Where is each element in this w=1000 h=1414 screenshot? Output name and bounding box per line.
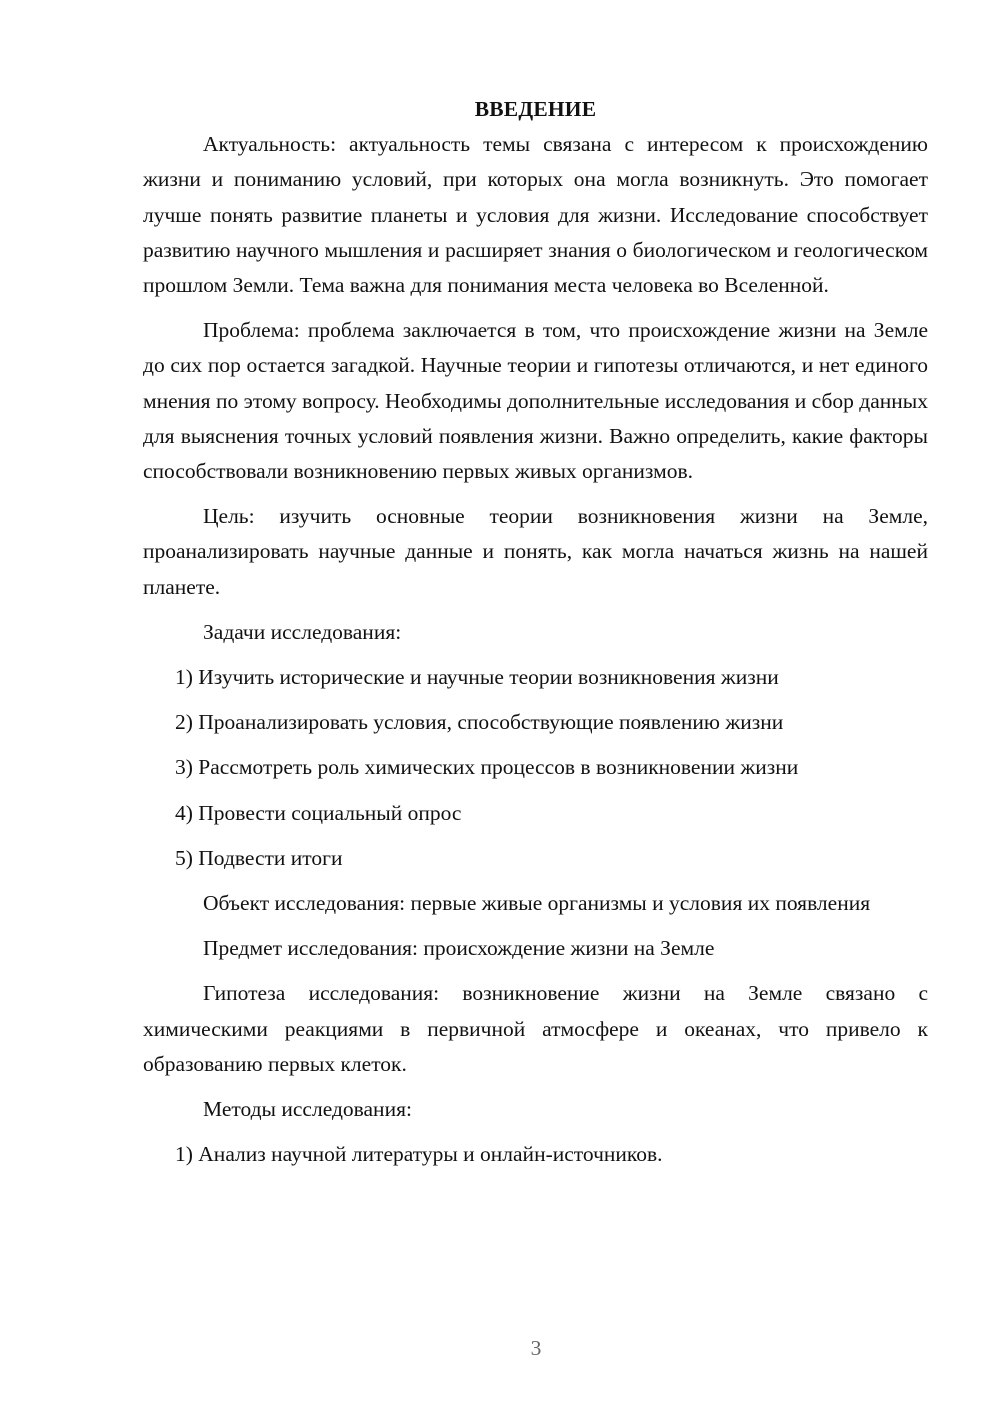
goal-paragraph: Цель: изучить основные теории возникновения жизни на Земле, проанализировать научные данные и понять, как могла начаться жизнь на нашей планете.	[143, 504, 928, 599]
problem-paragraph: Проблема: проблема заключается в том, что происхождение жизни на Земле до сих пор остается загадкой. Научные теории и гипотезы отличаются, и нет единого мнения по этому вопросу. Необходимы дополнительные исследования и сбор данных для выяснения точных условий появления жизни. Важно определить, какие факторы способствовали возникновению первых живых организмов.	[143, 318, 928, 484]
method-item: 1) Анализ научной литературы и онлайн-источников.	[175, 1142, 663, 1167]
task-item: 4) Провести социальный опрос	[175, 800, 462, 825]
subject-paragraph: Предмет исследования: происхождение жизни на Земле	[203, 936, 715, 961]
task-item: 5) Подвести итоги	[175, 845, 343, 870]
page-title: ВВЕДЕНИЕ	[474, 97, 597, 121]
hypothesis-paragraph: Гипотеза исследования: возникновение жизни на Земле связано с химическими реакциями в первичной атмосфере и океанах, что привело к образованию первых клеток.	[143, 981, 928, 1076]
tasks-heading: Задачи исследования:	[203, 619, 402, 644]
page-number: 3	[530, 1336, 542, 1360]
relevance-paragraph: Актуальность: актуальность темы связана с интересом к происхождению жизни и пониманию условий, при которых она могла возникнуть. Это помогает лучше понять развитие планеты и условия для жизни. Исследование способствует развитию научного мышления и расширяет знания о биологическом и геологическом прошлом Земли. Тема важна для понимания места человека во Вселенной.	[143, 132, 928, 298]
methods-heading: Методы исследования:	[203, 1097, 412, 1122]
task-item: 1) Изучить исторические и научные теории возникновения жизни	[175, 665, 779, 690]
page-content	[143, 92, 928, 1172]
task-item: 3) Рассмотреть роль химических процессов в возникновении жизни	[175, 755, 799, 780]
object-paragraph: Объект исследования: первые живые организмы и условия их появления	[203, 891, 871, 916]
task-item: 2) Проанализировать условия, способствующие появлению жизни	[175, 710, 784, 735]
